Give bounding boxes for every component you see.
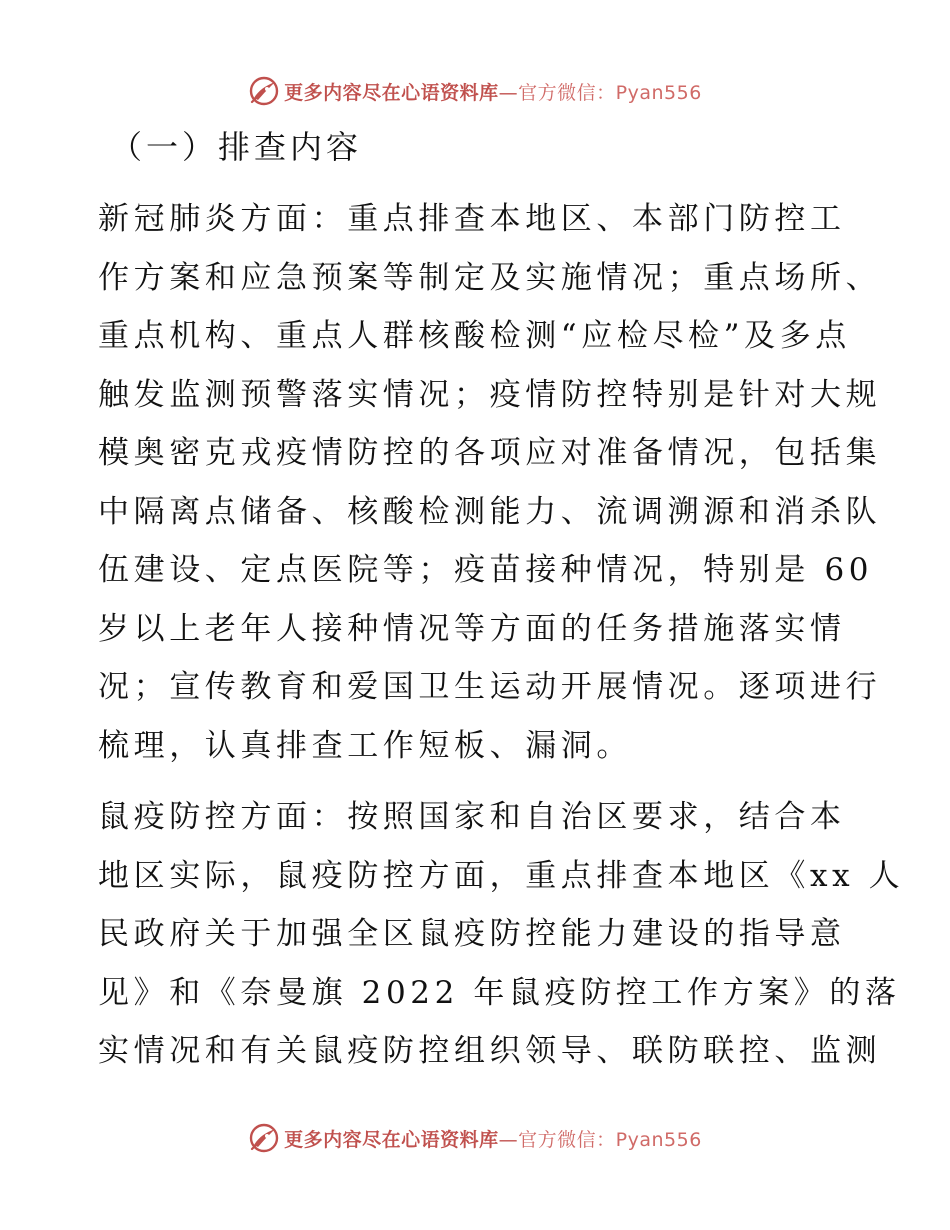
text-line: 鼠疫防控方面：按照国家和自治区要求，结合本: [98, 799, 846, 835]
watermark-text: [284, 78, 702, 105]
text-line: 民政府关于加强全区鼠疫防控能力建设的指导意: [98, 916, 846, 952]
watermark-contact-text: 官方微信：Pyan556: [518, 81, 702, 104]
document-body: [98, 118, 905, 1081]
watermark-main-text: 更多内容尽在心语资料库: [284, 1128, 499, 1151]
text-line: 地区实际，鼠疫防控方面，重点排查本地区《xx 人: [98, 857, 905, 894]
section-heading: （一）排查内容: [110, 128, 363, 166]
watermark-main-text: 更多内容尽在心语资料库: [284, 81, 499, 104]
text-line: 触发监测预警落实情况；疫情防控特别是针对大规: [98, 376, 882, 413]
text-line: 模奥密克戎疫情防控的各项应对准备情况，包括集: [98, 435, 882, 471]
text-line: 见》和《奈曼旗 2022 年鼠疫防控工作方案》的落: [98, 974, 901, 1011]
footer-watermark: [0, 1118, 950, 1158]
text-line: 作方案和应急预案等制定及实施情况；重点场所、: [98, 259, 882, 296]
watermark-text: [284, 1125, 702, 1152]
text-line: 梳理，认真排查工作短板、漏洞。: [98, 727, 632, 764]
paragraph-plague: [98, 788, 905, 1081]
pen-logo-icon: [248, 75, 280, 107]
paragraph-covid: [98, 190, 882, 775]
text-line: 伍建设、定点医院等；疫苗接种情况，特别是 60: [98, 552, 874, 588]
watermark-contact-text: 官方微信：Pyan556: [518, 1128, 702, 1151]
text-line: 中隔离点储备、核酸检测能力、流调溯源和消杀队: [98, 493, 882, 530]
header-watermark: [0, 71, 950, 111]
pen-logo-icon: [248, 1122, 280, 1154]
text-line: 实情况和有关鼠疫防控组织领导、联防联控、监测: [98, 1033, 882, 1069]
text-line: 新冠肺炎方面：重点排查本地区、本部门防控工: [98, 201, 846, 237]
watermark-dash: —: [498, 1128, 519, 1151]
watermark-dash: —: [498, 81, 519, 104]
text-line: 况；宣传教育和爱国卫生运动开展情况。逐项进行: [98, 669, 882, 705]
text-line: 岁以上老年人接种情况等方面的任务措施落实情: [98, 610, 846, 647]
text-line: 重点机构、重点人群核酸检测“应检尽检”及多点: [98, 318, 851, 354]
